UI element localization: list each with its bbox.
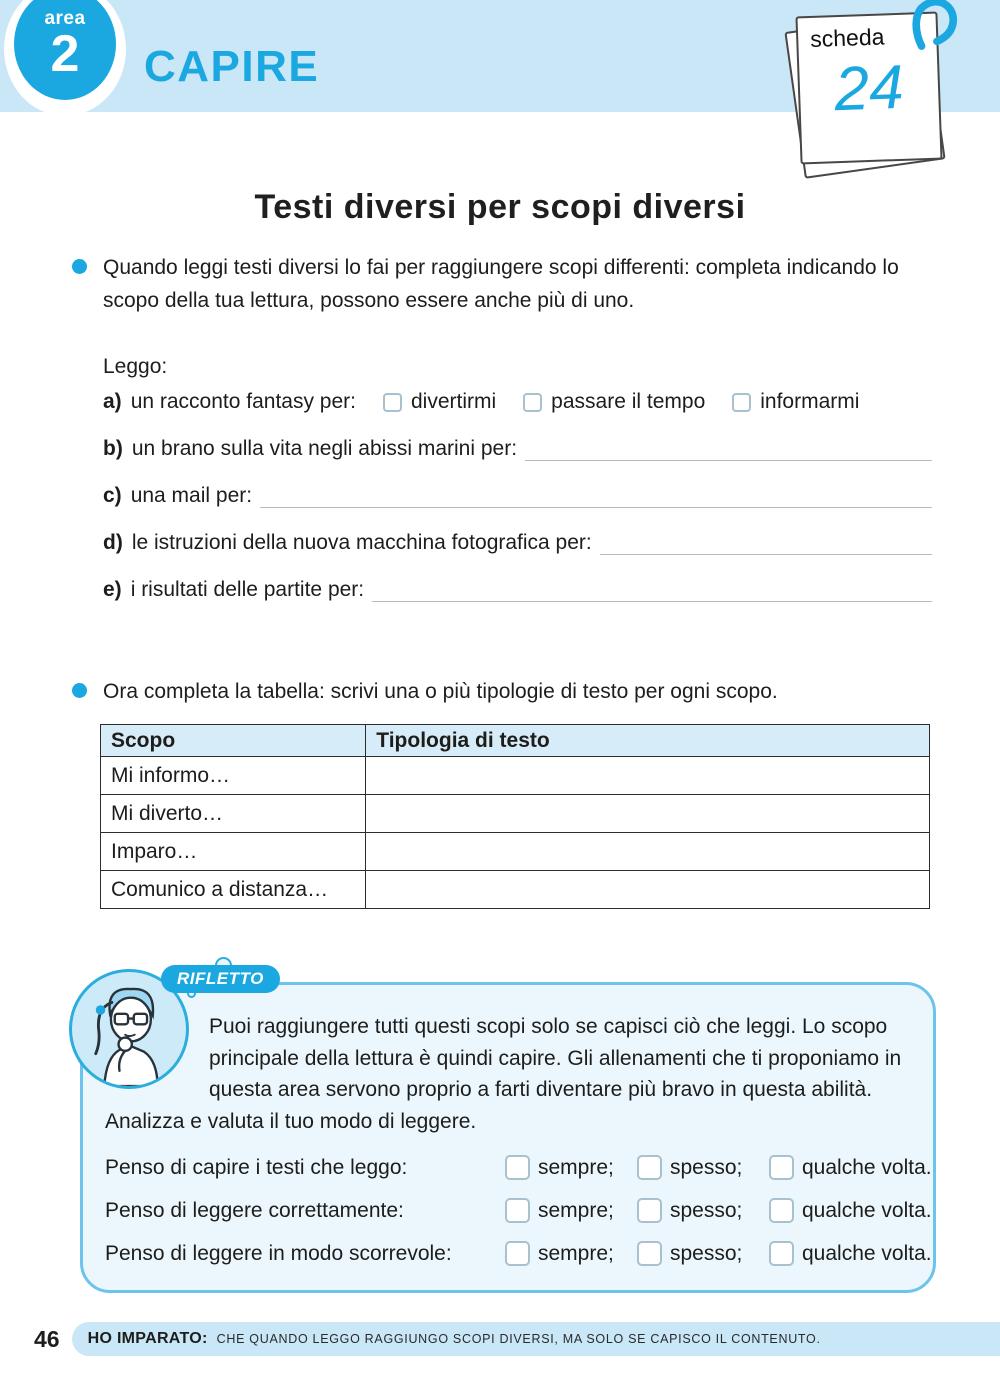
rifletto-box: [80, 969, 936, 1293]
scopo-cell: Mi informo…: [101, 757, 366, 795]
rifletto-paragraph: Puoi raggiungere tutti questi scopi solo se capisci ciò che leggi. Lo scopo principale della lettura è quindi capire. Gli allenamenti che ti proponiamo in questa area servono proprio a farti diventare più bravo in questa abilità. Analizza e valuta il tuo modo di leggere.: [105, 1015, 902, 1133]
area-label: area: [44, 8, 86, 29]
option-checkbox[interactable]: [637, 1155, 662, 1180]
answer-line[interactable]: [600, 531, 932, 554]
exercise1-instruction-row: [72, 252, 934, 317]
item-letter: b): [103, 437, 123, 460]
option-checkbox[interactable]: [769, 1155, 794, 1180]
table-row: [101, 795, 930, 833]
option-checkbox[interactable]: [732, 393, 751, 412]
exercise2-instruction-row: [72, 676, 934, 709]
scopo-cell: Mi diverto…: [101, 795, 366, 833]
item-letter: a): [103, 390, 122, 413]
answer-line[interactable]: [372, 578, 932, 601]
option-label: qualche volta.: [802, 1198, 932, 1222]
table-row: [101, 871, 930, 909]
option-label: divertirmi: [411, 390, 497, 413]
item-text: una mail per:: [130, 484, 253, 507]
option-group: [637, 1198, 769, 1223]
option-group: [637, 1241, 769, 1266]
answer-line[interactable]: [525, 437, 932, 460]
exercise1-item-a: [103, 390, 932, 414]
option-label: qualche volta.: [802, 1155, 932, 1179]
scopo-cell: Imparo…: [101, 833, 366, 871]
scheda-note: [798, 14, 940, 162]
rifletto-question-row: [105, 1155, 932, 1180]
option-group: [637, 1155, 769, 1180]
exercise1-instruction: Quando leggi testi diversi lo fai per raggiungere scopi differenti: completa indicando lo scopo della tua lettura, possono essere anche più di uno.: [103, 256, 899, 312]
option-checkbox[interactable]: [505, 1241, 530, 1266]
footer-label: HO IMPARATO:: [87, 1330, 208, 1347]
option-checkbox[interactable]: [505, 1198, 530, 1223]
table-header-tipologia: Tipologia di testo: [366, 725, 930, 757]
item-letter: e): [103, 578, 122, 601]
option-group: [505, 1198, 637, 1223]
option-label: spesso;: [670, 1198, 743, 1222]
scheda-number: 24: [833, 52, 905, 125]
exercise1-items: [103, 390, 932, 602]
option-label: passare il tempo: [551, 390, 706, 413]
option-checkbox[interactable]: [505, 1155, 530, 1180]
option-group: [732, 390, 859, 414]
rifletto-question-row: [105, 1241, 932, 1266]
question-label: Penso di leggere correttamente:: [105, 1198, 404, 1222]
option-checkbox[interactable]: [523, 393, 542, 412]
table-header-row: [101, 725, 930, 757]
bullet-icon: [72, 259, 87, 274]
page-footer: [0, 1322, 1000, 1356]
scheda-label: scheda: [809, 23, 885, 53]
option-checkbox[interactable]: [637, 1198, 662, 1223]
option-group: [769, 1198, 932, 1223]
option-checkbox[interactable]: [769, 1241, 794, 1266]
rifletto-badge: RIFLETTO: [161, 965, 280, 993]
option-group: [769, 1155, 932, 1180]
tipologia-input-cell[interactable]: [366, 757, 930, 795]
option-group: [505, 1155, 637, 1180]
option-checkbox[interactable]: [637, 1241, 662, 1266]
answer-line[interactable]: [260, 484, 932, 507]
area-number: 2: [50, 25, 80, 83]
exercise1-item-c: [103, 484, 932, 508]
option-group: [769, 1241, 932, 1266]
tipologia-input-cell[interactable]: [366, 871, 930, 909]
exercise1-item-b: [103, 437, 932, 461]
question-label: Penso di leggere in modo scorrevole:: [105, 1241, 452, 1265]
option-checkbox[interactable]: [383, 393, 402, 412]
bullet-icon: [72, 683, 87, 698]
table-row: [101, 757, 930, 795]
exercise2-instruction: Ora completa la tabella: scrivi una o più tipologie di testo per ogni scopo.: [103, 680, 778, 703]
scopo-table: [100, 724, 930, 909]
table-header-scopo: Scopo: [101, 725, 366, 757]
item-text: i risultati delle partite per:: [130, 578, 365, 601]
option-label: informarmi: [760, 390, 860, 413]
page-title: Testi diversi per scopi diversi: [254, 188, 746, 226]
table-row: [101, 833, 930, 871]
question-label: Penso di capire i testi che leggo:: [105, 1155, 408, 1179]
page-number: 46: [34, 1325, 60, 1352]
item-text: le istruzioni della nuova macchina fotografica per:: [131, 531, 592, 554]
option-label: sempre;: [538, 1241, 614, 1265]
item-text: un brano sulla vita negli abissi marini per:: [131, 437, 518, 460]
item-letter: d): [103, 531, 123, 554]
footer-text: CHE QUANDO LEGGO RAGGIUNGO SCOPI DIVERSI, MA SOLO SE CAPISCO IL CONTENUTO.: [216, 1332, 821, 1346]
tipologia-input-cell[interactable]: [366, 795, 930, 833]
option-label: spesso;: [670, 1155, 743, 1179]
option-group: [523, 390, 705, 414]
scopo-cell: Comunico a distanza…: [101, 871, 366, 909]
footer-bar: [72, 1322, 1000, 1356]
item-text: un racconto fantasy per:: [130, 390, 356, 413]
option-group: [383, 390, 496, 414]
section-title: CAPIRE: [144, 42, 320, 91]
exercise1-item-d: [103, 531, 932, 555]
option-label: spesso;: [670, 1241, 743, 1265]
exercise1-item-e: [103, 578, 932, 602]
hook-icon: [912, 0, 958, 56]
option-label: qualche volta.: [802, 1241, 932, 1265]
item-letter: c): [103, 484, 122, 507]
option-group: [505, 1241, 637, 1266]
option-label: sempre;: [538, 1198, 614, 1222]
option-label: sempre;: [538, 1155, 614, 1179]
option-checkbox[interactable]: [769, 1198, 794, 1223]
rifletto-question-row: [105, 1198, 932, 1223]
tipologia-input-cell[interactable]: [366, 833, 930, 871]
exercise1-lead: Leggo:: [103, 355, 168, 378]
